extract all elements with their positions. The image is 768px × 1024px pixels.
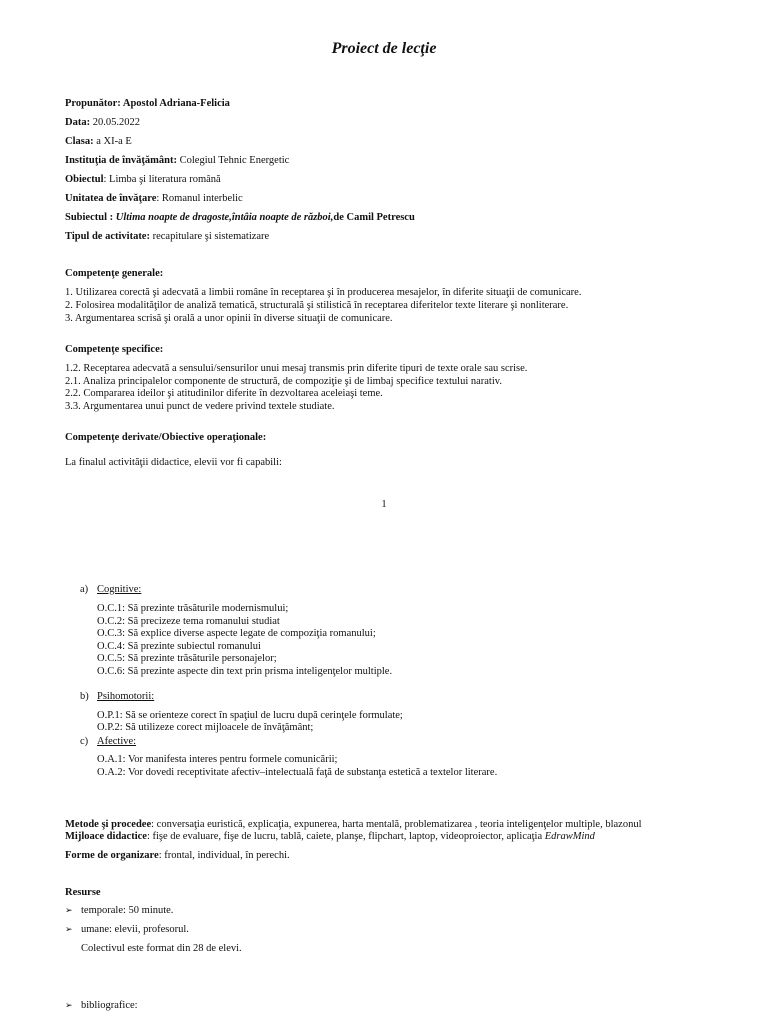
forms-field bbox=[65, 849, 290, 862]
subject-area-field bbox=[65, 173, 221, 186]
psychomotor-label bbox=[80, 691, 154, 702]
arrow-bullet-icon: ➢ bbox=[65, 1000, 73, 1010]
derived-competences-heading: Competenţe derivate/Obiective operaţionale: bbox=[65, 432, 267, 443]
psychomotor-marker: b) bbox=[80, 691, 89, 702]
learning-unit-value: : Romanul interbelic bbox=[156, 193, 243, 204]
forms-value: : frontal, individual, în perechi. bbox=[158, 850, 290, 861]
specific-competence-item: 1.2. Receptarea adecvată a sensului/sensurilor unui mesaj transmis prin diferite tipuri de texte orale sau scrise. bbox=[65, 363, 528, 374]
arrow-bullet-icon: ➢ bbox=[65, 924, 73, 934]
psychomotor-title: Psihomotorii: bbox=[97, 691, 155, 702]
affective-objective: O.A.1: Vor manifesta interes pentru formele comunicării; bbox=[97, 754, 338, 765]
institution-label: Instituţia de învăţământ: bbox=[65, 155, 180, 166]
lesson-subject-author: de Camil Petrescu bbox=[333, 212, 415, 223]
resource-bullet-biblio bbox=[65, 1000, 138, 1011]
cognitive-marker: a) bbox=[80, 584, 89, 595]
cognitive-objective: O.C.2: Să precizeze tema romanului studiat bbox=[97, 616, 280, 627]
resource-bullet-human bbox=[65, 924, 189, 935]
lesson-subject-field bbox=[65, 211, 415, 224]
psychomotor-objective: O.P.1: Să se orienteze corect în spaţiul de lucru după cerinţele formulate; bbox=[97, 710, 403, 721]
subject-area-value: : Limba şi literatura română bbox=[103, 174, 221, 185]
proposer-value: Apostol Adriana-Felicia bbox=[122, 98, 230, 109]
proposer-label: Propunător: bbox=[65, 98, 123, 109]
affective-objective: O.A.2: Vor dovedi receptivitate afectiv–intelectuală faţă de substanţa estetică a textelor literare. bbox=[97, 767, 498, 778]
class-field bbox=[65, 135, 132, 148]
general-competence-item: 1. Utilizarea corectă şi adecvată a limbii române în receptarea şi în producerea mesajelor, în diferite situaţii de comunicare. bbox=[65, 287, 582, 298]
affective-label bbox=[80, 736, 136, 747]
general-competence-item: 3. Argumentarea scrisă şi orală a unor opinii în diverse situaţii de comunicare. bbox=[65, 313, 393, 324]
resources-heading: Resurse bbox=[65, 887, 101, 898]
class-value: a XI-a E bbox=[96, 136, 132, 147]
general-competences-heading: Competenţe generale: bbox=[65, 268, 164, 279]
forms-label: Forme de organizare bbox=[65, 850, 159, 861]
specific-competence-item: 2.2. Compararea ideilor şi atitudinilor diferite în dezvoltarea aceleiaşi teme. bbox=[65, 388, 383, 399]
lesson-subject-title: Ultima noapte de dragoste,întâia noapte de război, bbox=[115, 212, 334, 223]
cognitive-title: Cognitive: bbox=[97, 584, 142, 595]
cognitive-objective: O.C.3: Să explice diverse aspecte legate de compoziţia romanului; bbox=[97, 628, 376, 639]
means-field bbox=[65, 830, 595, 843]
proposer-field bbox=[65, 97, 230, 110]
resource-text: temporale: 50 minute. bbox=[81, 905, 174, 916]
institution-value: Colegiul Tehnic Energetic bbox=[179, 155, 290, 166]
date-value: 20.05.2022 bbox=[92, 117, 140, 128]
affective-marker: c) bbox=[80, 736, 89, 747]
resource-bullet-temporal bbox=[65, 905, 173, 916]
cognitive-objective: O.C.1: Să prezinte trăsăturile modernismului; bbox=[97, 603, 289, 614]
specific-competences-heading: Competenţe specifice: bbox=[65, 344, 164, 355]
means-app: EdrawMind bbox=[544, 831, 595, 842]
page-title: Proiect de lecţie bbox=[331, 40, 437, 57]
subject-area-label: Obiectul bbox=[65, 174, 104, 185]
class-label: Clasa: bbox=[65, 136, 97, 147]
psychomotor-objective: O.P.2: Să utilizeze corect mijloacele de învăţământ; bbox=[97, 722, 314, 733]
cognitive-objective: O.C.4: Să prezinte subiectul romanului bbox=[97, 641, 261, 652]
resource-text: umane: elevii, profesorul. bbox=[81, 924, 189, 935]
specific-competence-item: 2.1. Analiza principalelor componente de structură, de compoziţie şi de limbaj specifice textului narativ. bbox=[65, 376, 502, 387]
page-number: 1 bbox=[381, 499, 387, 510]
specific-competence-item: 3.3. Argumentarea unui punct de vedere privind textele studiate. bbox=[65, 401, 335, 412]
activity-type-field bbox=[65, 230, 269, 243]
learning-unit-field bbox=[65, 192, 243, 205]
class-note: Colectivul este format din 28 de elevi. bbox=[81, 943, 242, 954]
methods-label: Metode şi procedee bbox=[65, 819, 152, 830]
activity-type-value: recapitulare şi sistematizare bbox=[152, 231, 270, 242]
resource-text: bibliografice: bbox=[81, 1000, 138, 1011]
methods-value: : conversaţia euristică, explicaţia, expunerea, harta mentală, problematizarea , teoria inteligenţelor multiple, blazonul bbox=[151, 819, 642, 830]
cognitive-objective: O.C.6: Să prezinte aspecte din text prin prisma inteligenţelor multiple. bbox=[97, 666, 393, 677]
means-value: : fişe de evaluare, fişe de lucru, tablă, caiete, planşe, flipchart, laptop, videoproiector, aplicaţia bbox=[146, 831, 545, 842]
activity-type-label: Tipul de activitate: bbox=[65, 231, 153, 242]
cognitive-label bbox=[80, 584, 141, 595]
date-field bbox=[65, 116, 140, 129]
learning-unit-label: Unitatea de învăţare bbox=[65, 193, 157, 204]
general-competence-item: 2. Folosirea modalităţilor de analiză tematică, structurală şi stilistică în receptarea diferitelor texte literare şi nonliterare. bbox=[65, 300, 569, 311]
date-label: Data: bbox=[65, 117, 93, 128]
cognitive-objective: O.C.5: Să prezinte trăsăturile personajelor; bbox=[97, 653, 277, 664]
derived-intro: La finalul activităţii didactice, elevii vor fi capabili: bbox=[65, 457, 282, 468]
lesson-subject-label: Subiectul : bbox=[65, 212, 116, 223]
affective-title: Afective: bbox=[97, 736, 137, 747]
arrow-bullet-icon: ➢ bbox=[65, 905, 73, 915]
means-label: Mijloace didactice bbox=[65, 831, 147, 842]
institution-field bbox=[65, 154, 289, 167]
